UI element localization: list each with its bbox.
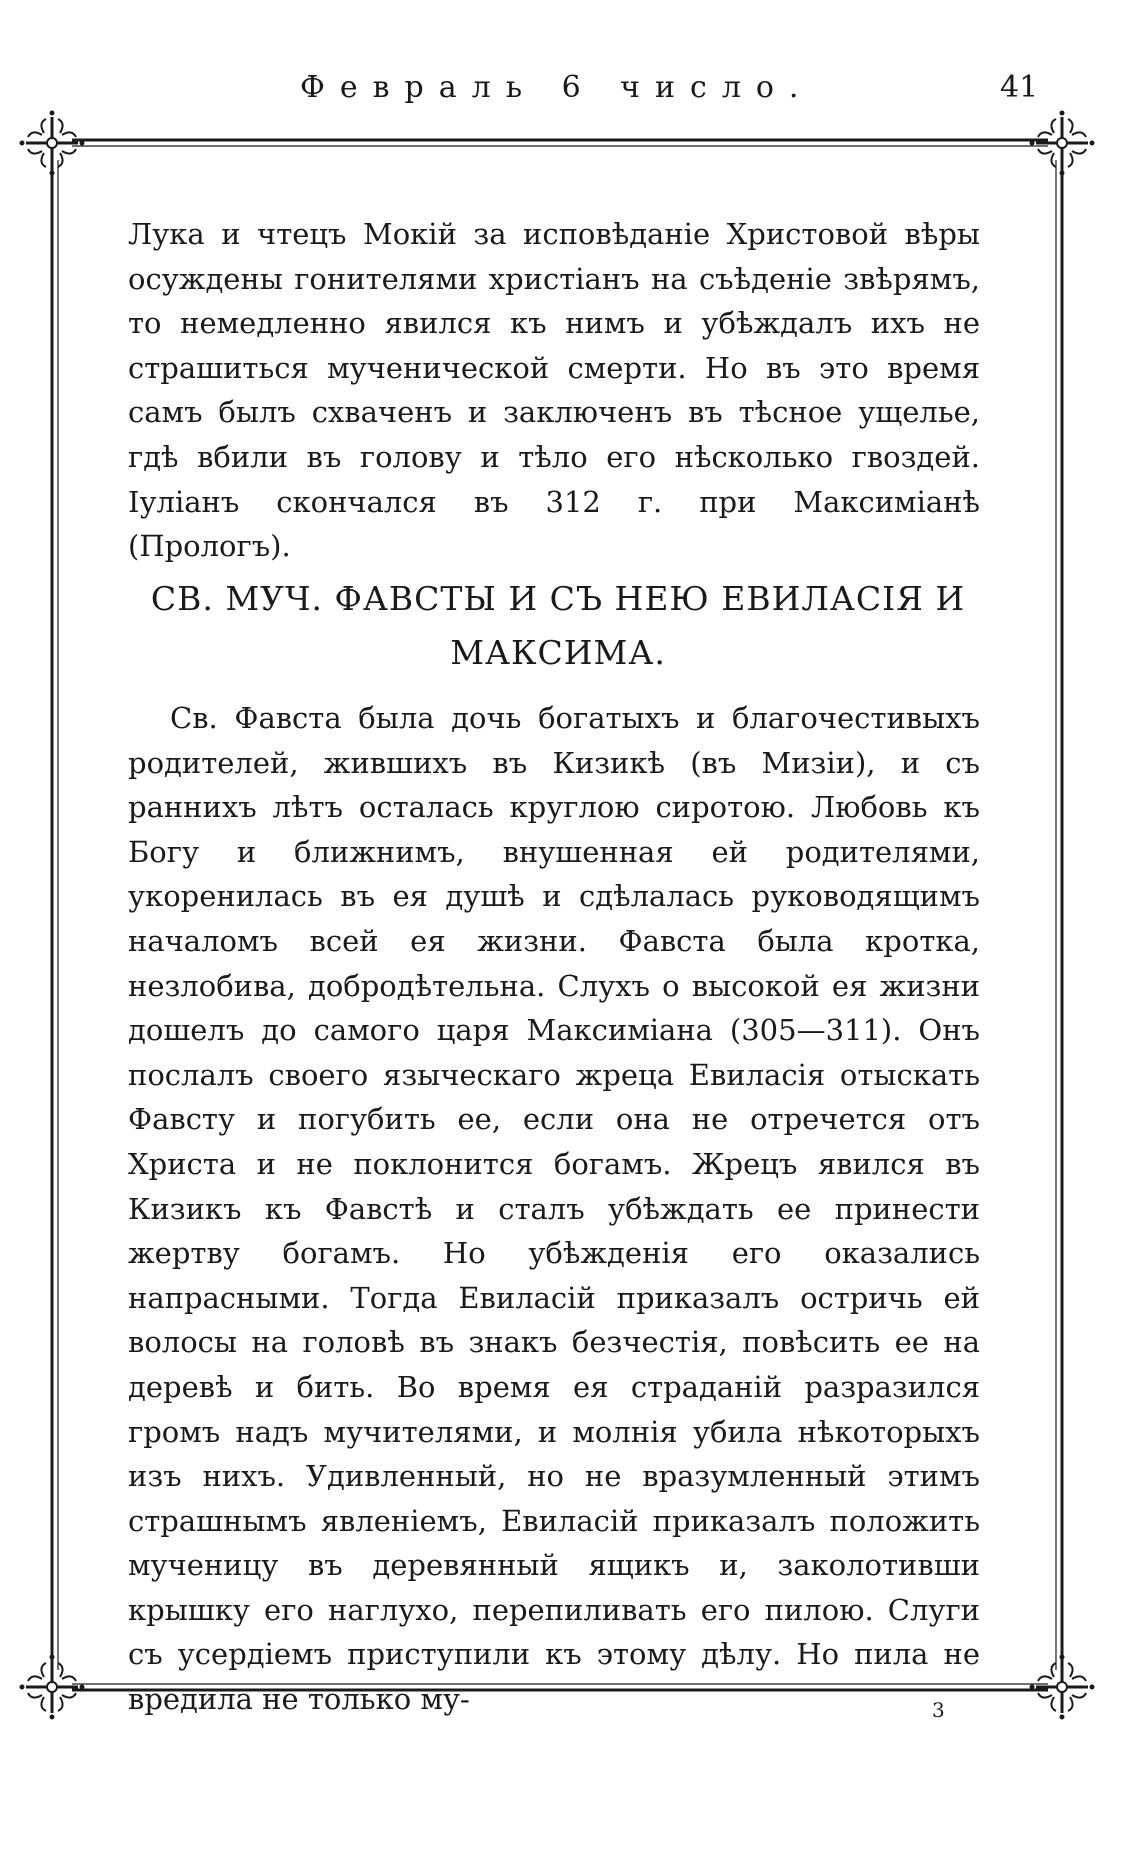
heading-line-2: МАКСИМА. xyxy=(450,633,666,672)
heading-line-1: СВ. МУЧ. ФАВСТЫ И СЪ НЕЮ ЕВИЛАСІЯ И xyxy=(150,579,966,618)
corner-ornament-top-left-icon xyxy=(20,111,85,176)
paragraph-faustus: Св. Фавста была дочь богатыхъ и благочестивыхъ родителей, жившихъ въ Кизикѣ (въ Мизіи), и съ раннихъ лѣтъ осталась круглою сиротою. Любовь къ Богу и ближнимъ, внушенная ей родителями, укоренилась въ ея душѣ и сдѣлалась руководящимъ началомъ всей ея жизни. Фавста была кротка, незлобива, добродѣтельна. Слухъ о высокой ея жизни дошелъ до самого царя Максиміана (305—311). Онъ послалъ своего языческаго жреца Евиласія отыскать Фавсту и погубить ее, если она не отречется отъ Христа и не поклонится богамъ. Жрецъ явился въ Кизикъ къ Фавстѣ и сталъ убѣждать ее принести жертву богамъ. Но убѣжденія его оказались напрасными. Тогда Евиласій приказалъ остричь ей волосы на головѣ въ знакъ безчестія, повѣсить ее на деревѣ и бить. Во время ея страданій разразился громъ надъ мучителями, и молнія убила нѣкоторыхъ изъ нихъ. Удивленный, но не вразумленный этимъ страшнымъ явленіемъ, Евиласій приказалъ положить мученицу въ деревянный ящикъ и, заколотивши крышку его наглухо, перепиливать его пилою. Слуги съ усердіемъ приступили къ этому дѣлу. Но пила не вредила не только му- xyxy=(128,701,980,1717)
paragraph-continuation: Лука и чтецъ Мокій за исповѣданіе Христовой вѣры осуждены гонителями христіанъ на съѣденіе звѣрямъ, то немедленно явился къ нимъ и убѣждалъ ихъ не страшиться мученической смерти. Но въ это время самъ былъ схваченъ и заключенъ въ тѣсное ущелье, гдѣ вбили въ голову и тѣло его нѣсколько гвоздей. Іуліанъ скончался въ 312 г. при Максиміанѣ (Прологъ). xyxy=(128,217,980,564)
corner-ornament-bottom-right-icon xyxy=(1030,1655,1095,1720)
corner-ornament-top-right-icon xyxy=(1030,111,1095,176)
corner-ornament-bottom-left-icon xyxy=(20,1655,85,1720)
section-heading xyxy=(128,572,988,680)
page-number: 41 xyxy=(1000,70,1039,105)
signature-mark: 3 xyxy=(932,1698,945,1722)
running-title: Февраль 6 число. xyxy=(300,70,814,105)
